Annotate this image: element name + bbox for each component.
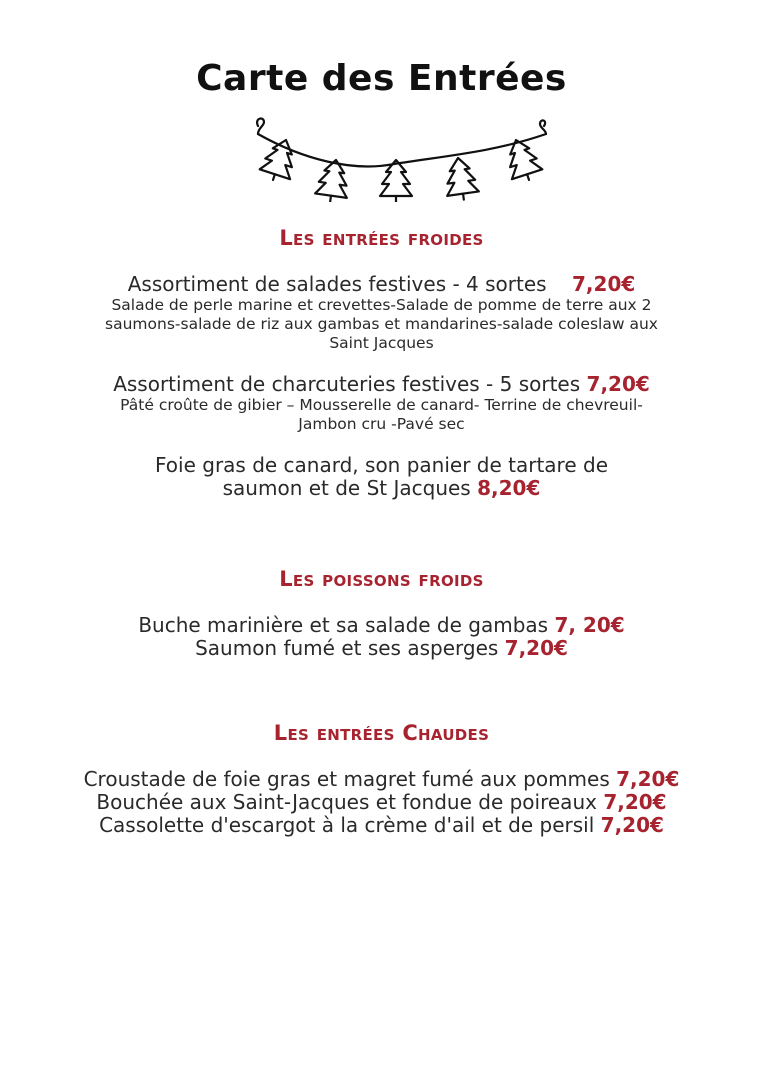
menu-item — [0, 373, 763, 434]
dish-description: Pâté croûte de gibier – Mousserelle de canard- Terrine de chevreuil- — [120, 396, 643, 414]
christmas-tree-garland-icon — [244, 112, 560, 202]
dish-price: 7,20€ — [572, 272, 636, 296]
dish-name: Buche marinière et sa salade de gambas — [138, 613, 549, 637]
dish-price: 7,20€ — [586, 372, 650, 396]
dish-line — [0, 477, 763, 500]
dish-line — [0, 791, 763, 814]
section-title-poissons-froids: Les poissons froids — [279, 567, 484, 591]
dish-name: saumon et de St Jacques — [222, 476, 471, 500]
dish-price: 7,20€ — [504, 636, 568, 660]
dish-line — [0, 814, 763, 837]
dish-line — [0, 768, 763, 791]
dish-price: 7,20€ — [616, 767, 680, 791]
dish-name: Assortiment de charcuteries festives - 5 sortes — [113, 372, 581, 396]
page-title: Carte des Entrées — [196, 58, 567, 99]
section-title-entrees-chaudes: Les entrées Chaudes — [273, 721, 490, 745]
dish-price: 7,20€ — [600, 813, 664, 837]
dish-description: Jambon cru -Pavé sec — [298, 415, 465, 433]
dish-name: Assortiment de salades festives - 4 sortes — [127, 272, 547, 296]
dish-price: 7, 20€ — [554, 613, 625, 637]
menu-item-group — [0, 768, 763, 837]
menu-item — [0, 454, 763, 500]
dish-name: Bouchée aux Saint-Jacques et fondue de poireaux — [96, 790, 597, 814]
section-title-entrees-froides: Les entrées froides — [279, 226, 484, 250]
dish-name: Saumon fumé et ses asperges — [195, 636, 499, 660]
dish-description: Saint Jacques — [329, 334, 434, 352]
dish-line — [0, 373, 763, 396]
dish-description: Salade de perle marine et crevettes-Salade de pomme de terre aux 2 — [111, 296, 652, 314]
dish-name: Cassolette d'escargot à la crème d'ail et de persil — [99, 813, 595, 837]
dish-line — [0, 273, 763, 296]
dish-name: Croustade de foie gras et magret fumé aux pommes — [83, 767, 610, 791]
dish-name: Foie gras de canard, son panier de tartare de — [155, 453, 608, 477]
dish-price: 7,20€ — [603, 790, 667, 814]
dish-line — [0, 614, 763, 637]
menu-item — [0, 273, 763, 353]
menu-item-group — [0, 614, 763, 660]
dish-description: saumons-salade de riz aux gambas et mandarines-salade coleslaw aux — [105, 315, 658, 333]
dish-line — [0, 637, 763, 660]
dish-price: 8,20€ — [477, 476, 541, 500]
